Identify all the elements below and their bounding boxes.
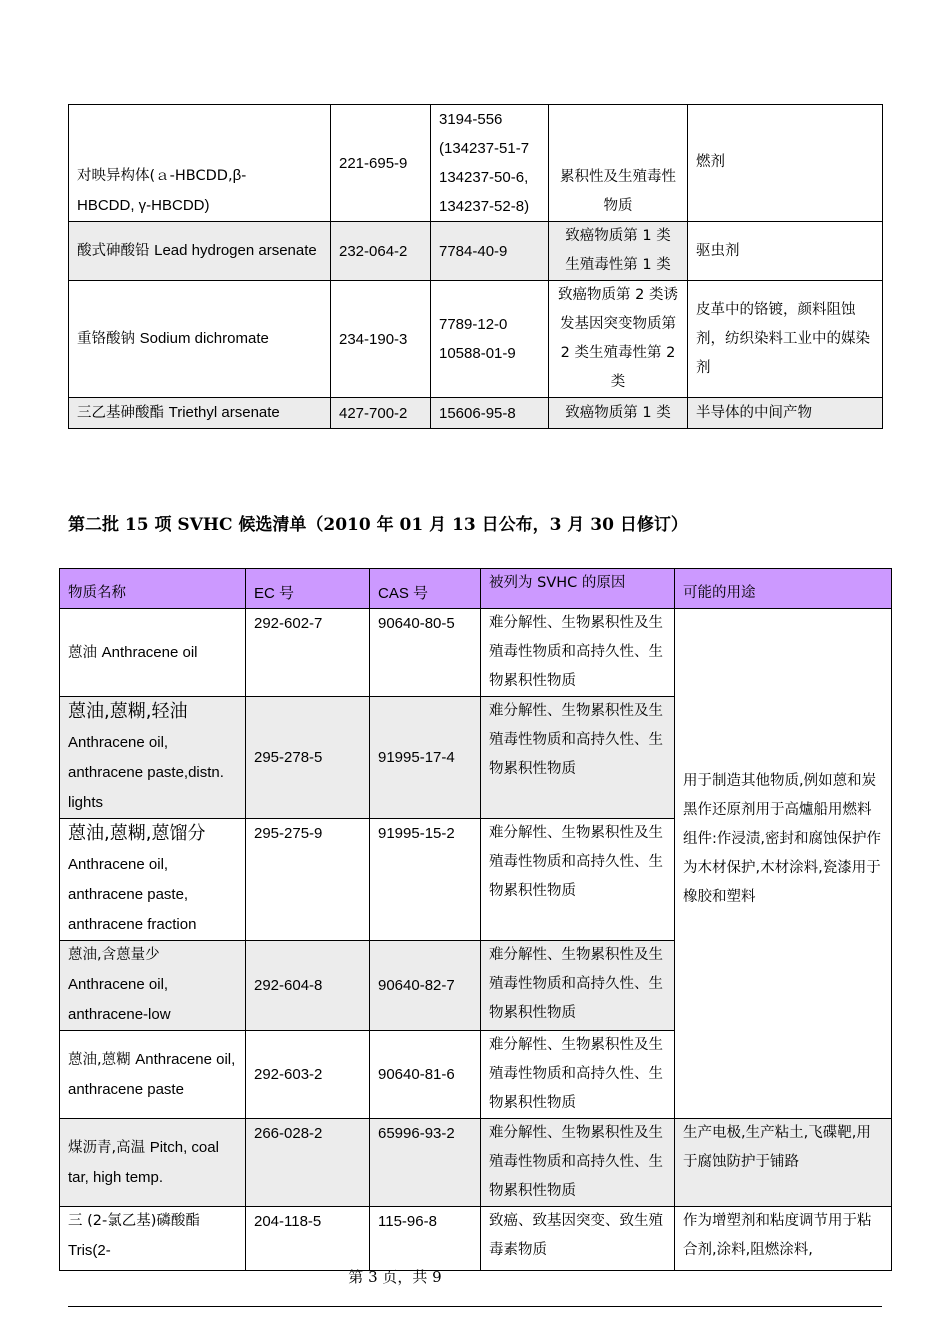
substance-name-cell: 酸式砷酸铅 Lead hydrogen arsenate [69, 222, 331, 281]
ec-cell: 234-190-3 [331, 281, 431, 398]
use-cell: 生产电极,生产粘土,飞碟靶,用于腐蚀防护于铺路 [675, 1119, 892, 1207]
ec-cell: 295-275-9 [246, 819, 370, 941]
ec-cell: 292-602-7 [246, 609, 370, 697]
page-number: 第 3 页，共 9 [348, 1268, 442, 1286]
header-use: 可能的用途 [675, 569, 892, 609]
cas-cell: 91995-17-4 [370, 697, 481, 819]
reason-cell: 难分解性、生物累积性及生殖毒性物质和高持久性、生物累积性物质 [481, 697, 675, 819]
cas-cell: 90640-81-6 [370, 1031, 481, 1119]
reason-cell: 难分解性、生物累积性及生殖毒性物质和高持久性、生物累积性物质 [481, 819, 675, 941]
header-reason: 被列为 SVHC 的原因 [481, 569, 675, 609]
use-cell: 皮革中的铬镀，颜料阻蚀剂，纺织染料工业中的媒染剂 [688, 281, 883, 398]
reason-cell: 难分解性、生物累积性及生殖毒性物质和高持久性、生物累积性物质 [481, 1031, 675, 1119]
reason-cell: 致癌物质第 1 类 生殖毒性第 1 类 [549, 222, 688, 281]
footer-divider [68, 1306, 882, 1307]
substance-name-cell: 蒽油 Anthracene oil [60, 609, 246, 697]
table-row [60, 1207, 892, 1271]
ec-cell: 204-118-5 [246, 1207, 370, 1271]
ec-cell: 221-695-9 [331, 105, 431, 222]
reason-cell: 致癌物质第 1 类 [549, 398, 688, 429]
substance-name-cell: 蒽油,蒽糊,轻油 Anthracene oil, anthracene paste,distn. lights [60, 697, 246, 819]
use-cell: 作为增塑剂和粘度调节用于粘合剂,涂料,阻燃涂料, [675, 1207, 892, 1271]
ec-cell: 295-278-5 [246, 697, 370, 819]
table-row [69, 281, 883, 398]
cas-cell: 15606-95-8 [431, 398, 549, 429]
table-row [60, 1119, 892, 1207]
cas-cell: 115-96-8 [370, 1207, 481, 1271]
table-row [60, 609, 892, 697]
table-header-row [60, 569, 892, 609]
substance-name-cell: 蒽油,蒽糊 Anthracene oil, anthracene paste [60, 1031, 246, 1119]
substance-name-cell: 蒽油,含蒽量少 Anthracene oil, anthracene-low [60, 941, 246, 1031]
section-title: 第二批 15 项 SVHC 候选清单（2010 年 01 月 13 日公布，3 月 30 日修订） [68, 515, 688, 535]
cas-cell: 7784-40-9 [431, 222, 549, 281]
svhc-table-batch2 [59, 568, 892, 1271]
ec-cell: 292-603-2 [246, 1031, 370, 1119]
header-substance-name: 物质名称 [60, 569, 246, 609]
ec-cell: 292-604-8 [246, 941, 370, 1031]
reason-cell: 致癌、致基因突变、致生殖毒素物质 [481, 1207, 675, 1271]
cas-cell: 90640-82-7 [370, 941, 481, 1031]
header-ec: EC 号 [246, 569, 370, 609]
use-cell: 驱虫剂 [688, 222, 883, 281]
ec-cell: 427-700-2 [331, 398, 431, 429]
cas-cell: 65996-93-2 [370, 1119, 481, 1207]
cas-cell: 90640-80-5 [370, 609, 481, 697]
substance-name-cell: 重铬酸钠 Sodium dichromate [69, 281, 331, 398]
use-cell-shared: 用于制造其他物质,例如蒽和炭黑作还原剂用于高爐船用燃料组件:作浸渍,密封和腐蚀保护作为木材保护,木材涂料,瓷漆用于橡胶和塑料 [675, 609, 892, 1119]
ec-cell: 266-028-2 [246, 1119, 370, 1207]
substance-name-cell: 煤沥青,高温 Pitch, coal tar, high temp. [60, 1119, 246, 1207]
use-cell: 半导体的中间产物 [688, 398, 883, 429]
table-row [69, 222, 883, 281]
use-cell: 燃剂 [688, 105, 883, 222]
reason-cell: 致癌物质第 2 类诱发基因突变物质第 2 类生殖毒性第 2 类 [549, 281, 688, 398]
ec-cell: 232-064-2 [331, 222, 431, 281]
header-cas: CAS 号 [370, 569, 481, 609]
substance-name-cell: 对映异构体(ａ-HBCDD,β- HBCDD, γ-HBCDD) [69, 105, 331, 222]
reason-cell: 难分解性、生物累积性及生殖毒性物质和高持久性、生物累积性物质 [481, 609, 675, 697]
reason-cell: 累积性及生殖毒性物质 [549, 105, 688, 222]
svhc-table-batch1 [68, 104, 883, 429]
cas-cell: 7789-12-0 10588-01-9 [431, 281, 549, 398]
reason-cell: 难分解性、生物累积性及生殖毒性物质和高持久性、生物累积性物质 [481, 1119, 675, 1207]
reason-cell: 难分解性、生物累积性及生殖毒性物质和高持久性、生物累积性物质 [481, 941, 675, 1031]
substance-name-cell: 蒽油,蒽糊,蒽馏分 Anthracene oil, anthracene paste, anthracene fraction [60, 819, 246, 941]
cas-cell: 91995-15-2 [370, 819, 481, 941]
table-row [69, 398, 883, 429]
substance-name-cell: 三 (2-氯乙基)磷酸酯 Tris(2- [60, 1207, 246, 1271]
cas-cell: 3194-556 (134237-51-7 134237-50-6, 134237-52-8) [431, 105, 549, 222]
table-row [69, 105, 883, 222]
substance-name-cell: 三乙基砷酸酯 Triethyl arsenate [69, 398, 331, 429]
